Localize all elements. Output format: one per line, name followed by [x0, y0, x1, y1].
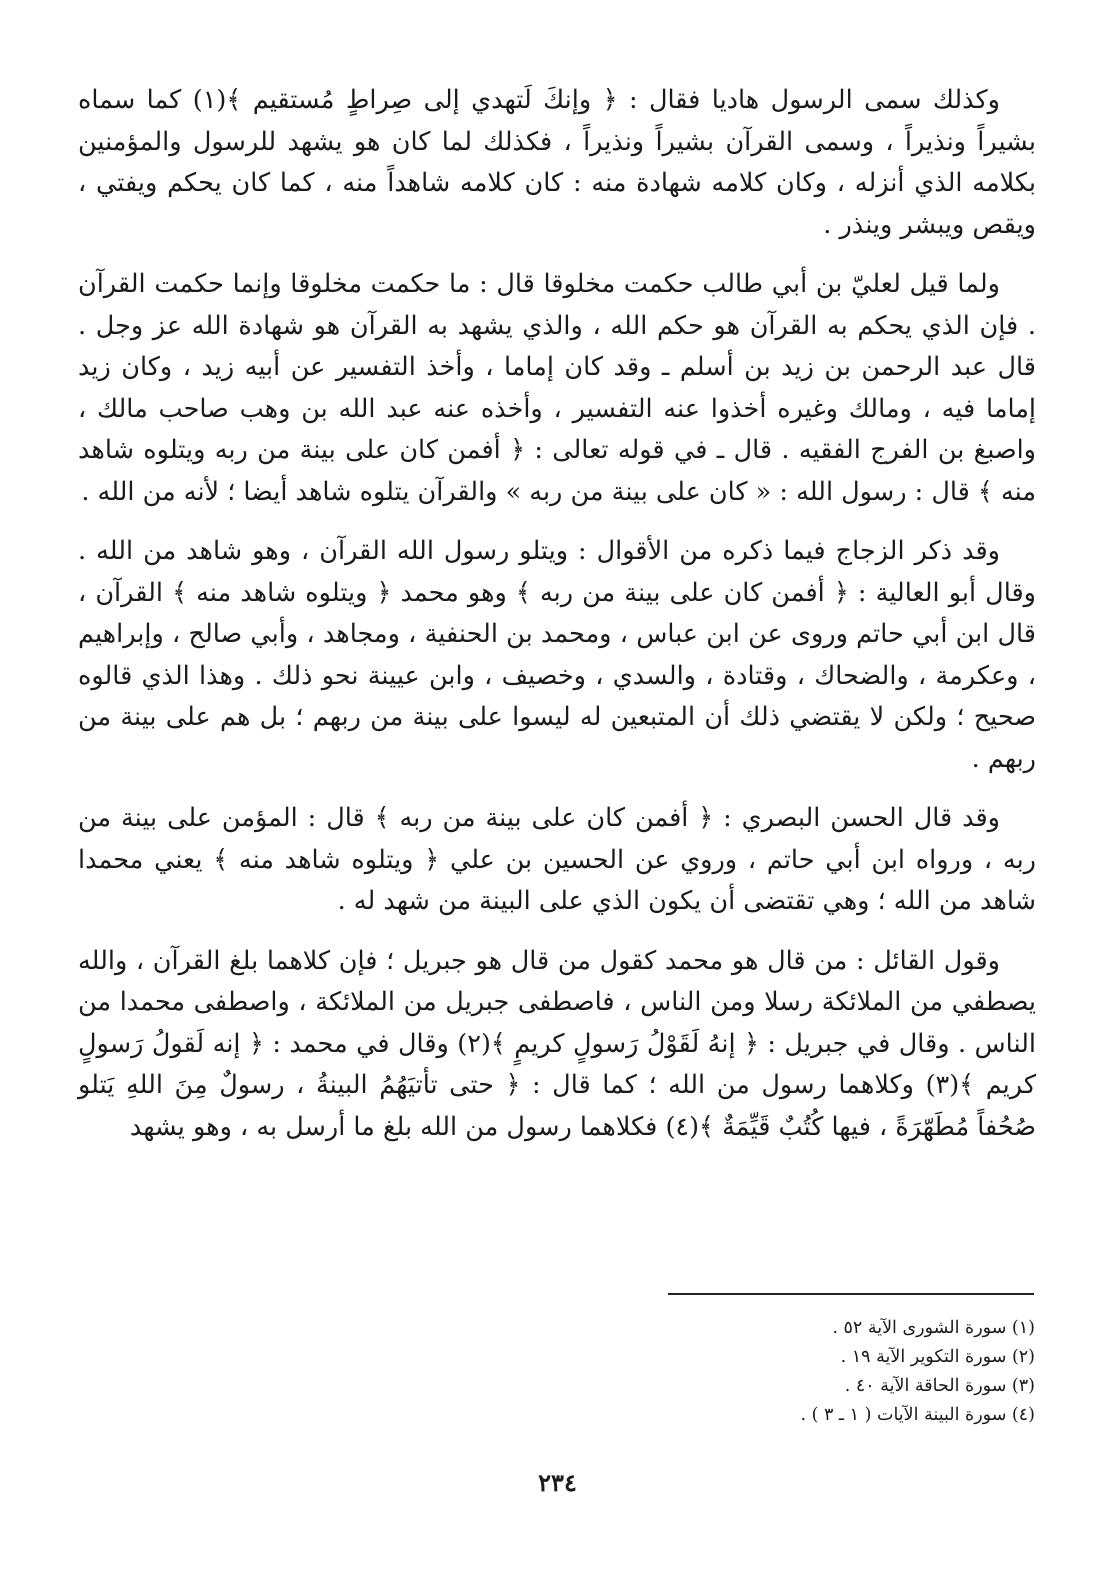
footnotes [635, 1314, 1035, 1430]
footnote-1: (١) سورة الشورى الآية ٥٢ . [832, 1318, 1035, 1338]
paragraph-1: وكذلك سمى الرسول هاديا فقال : ﴿ وإنكَ لَتهدي إلى صِراطٍ مُستقيم ﴾(١) كما سماه بشيراً ونذيراً ، وسمى القرآن بشيراً ونذيراً ، فكذلك لما كان هو يشهد للرسول والمؤمنين بكلامه الذي أنزله ، وكان كلامه شهادة منه : كان كلامه شاهداً منه ، كما كان يحكم ويفتي ، ويقص ويبشر وينذر . [78, 85, 1036, 240]
main-text [78, 80, 1036, 1166]
paragraph-5: وقول القائل : من قال هو محمد كقول من قال هو جبريل ؛ فإن كلاهما بلغ القرآن ، والله يصطفي من الملائكة رسلا ومن الناس ، فاصطفى جبريل من الملائكة ، واصطفى محمدا من الناس . وقال في جبريل : ﴿ إنهُ لَقَوْلُ رَسولٍ كريمٍ ﴾(٢) وقال في محمد : ﴿ إنه لَقولُ رَسولٍ كريم ﴾(٣) وكلاهما رسول من الله ؛ كما قال : ﴿ حتى تأتيَهُمُ البينةُ ، رسولٌ مِنَ اللهِ يَتلو صُحُفاً مُطَهّرَةً ، فيها كُتُبٌ قَيِّمَةٌ ﴾(٤) فكلاهما رسول من الله بلغ ما أرسل به ، وهو يشهد [78, 945, 1036, 1142]
footnote-divider [668, 1293, 1034, 1295]
paragraph-4: وقد قال الحسن البصري : ﴿ أفمن كان على بينة من ربه ﴾ قال : المؤمن على بينة من ربه ، ورواه ابن أبي حاتم ، وروي عن الحسين بن علي ﴿ ويتلوه شاهد منه ﴾ يعني محمدا شاهد من الله ؛ وهي تقتضى أن يكون الذي على البينة من شهد له . [78, 803, 1036, 916]
footnote-3: (٣) سورة الحاقة الآية ٤٠ . [844, 1376, 1035, 1396]
footnote-4: (٤) سورة البينة الآيات ( ١ ـ ٣ ) . [800, 1405, 1035, 1425]
paragraph-3: وقد ذكر الزجاج فيما ذكره من الأقوال : ويتلو رسول الله القرآن ، وهو شاهد من الله . وقال أبو العالية : ﴿ أفمن كان على بينة من ربه ﴾ وهو محمد ﴿ ويتلوه شاهد منه ﴾ القرآن ، قال ابن أبي حاتم وروى عن ابن عباس ، ومحمد بن الحنفية ، ومجاهد ، وأبي صالح ، وإبراهيم ، وعكرمة ، والضحاك ، وقتادة ، والسدي ، وخصيف ، وابن عيينة نحو ذلك . وهذا الذي قالوه صحيح ؛ ولكن لا يقتضي ذلك أن المتبعين له ليسوا على بينة من ربهم ؛ بل هم على بينة من ربهم . [78, 536, 1036, 774]
footnote-2: (٢) سورة التكوير الآية ١٩ . [840, 1347, 1035, 1367]
page-number: ٢٣٤ [538, 1468, 577, 1497]
paragraph-2: ولما قيل لعليّ بن أبي طالب حكمت مخلوقا قال : ما حكمت مخلوقا وإنما حكمت القرآن . فإن الذي يحكم به القرآن هو حكم الله ، والذي يشهد به القرآن هو شهادة الله عز وجل . قال عبد الرحمن بن زيد بن أسلم ـ وقد كان إماما ، وأخذ التفسير عن أبيه زيد ، وكان زيد إماما فيه ، ومالك وغيره أخذوا عنه التفسير ، وأخذه عنه عبد الله بن وهب صاحب مالك ، واصبغ بن الفرج الفقيه . قال ـ في قوله تعالى : ﴿ أفمن كان على بينة من ربه ويتلوه شاهد منه ﴾ قال : رسول الله : « كان على بينة من ربه » والقرآن يتلوه شاهد أيضا ؛ لأنه من الله . [78, 269, 1036, 507]
